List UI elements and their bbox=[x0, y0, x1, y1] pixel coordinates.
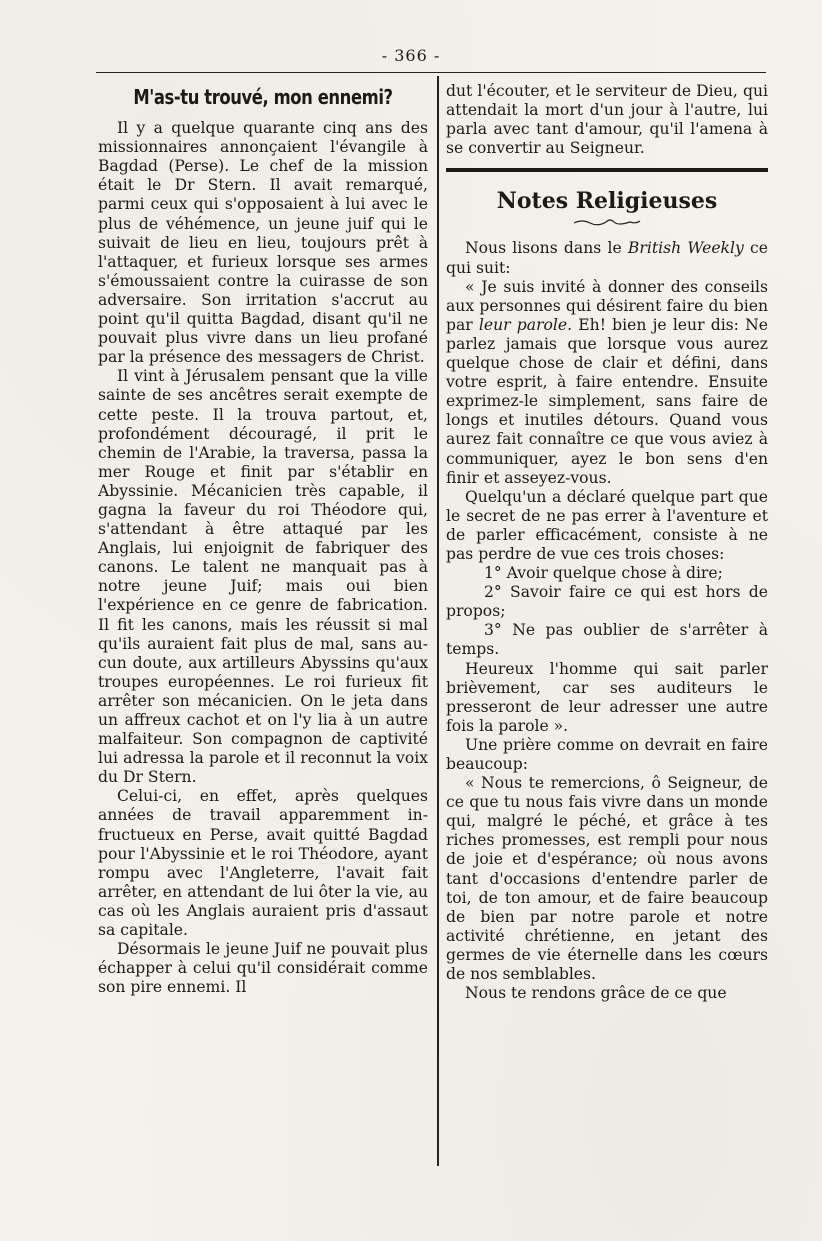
header-rule bbox=[96, 72, 766, 73]
section-rule bbox=[446, 168, 768, 172]
article-title: M'as-tu trouvé, mon ennemi? bbox=[133, 85, 393, 109]
article-continuation: dut l'écouter, et le serviteur de Dieu, qui attendait la mort d'un jour à l'autre, lui parla avec tant d'amour, qu'il l'amena à se convertir au Seigneur. bbox=[446, 82, 768, 158]
quote-text: « Je suis invité à donner des conseils aux personnes qui désirent faire du bien par bbox=[446, 277, 768, 334]
closing-line: Nous te rendons grâce de ce que bbox=[465, 984, 727, 1003]
left-column bbox=[98, 85, 428, 997]
intro-suffix: ce qui suit: bbox=[446, 239, 768, 277]
article-paragraph: Il y a quelque quarante cinq ans des missionnaires annonçaient l'évangile à Bagdad (Perse). Le chef de la mission était le Dr Stern. Il avait remarqué, parmi ceux qui s'opposaient à lui avec le plus de véhémence, un jeune juif qui le suivait de lieu en lieu, toujours prêt à l'attaquer, et furieux lorsque ses armes s'émoussaient contre la cuirasse de son adversaire. Son irritation s'accrut au point qu'il quitta Bagdad, disant qu'il ne pouvait plus vivre dans un lieu profané par la présence des messagers de Christ. bbox=[98, 119, 428, 367]
intro-paragraph bbox=[446, 239, 768, 277]
article-paragraph: Celui-ci, en effet, après quelques années de travail apparemment infructueux en Perse, avait quitté Bagdad pour l'Abyssinie et le roi Théodore, ayant rompu avec l'Angleterre, l'avait fait arrêter, en attendant de lui ôter la vie, au cas où les Anglais auraient pris d'assaut sa capitale. bbox=[98, 787, 428, 940]
page-number: - 366 - bbox=[381, 46, 441, 65]
prayer-intro: Une prière comme on devrait en faire beaucoup: bbox=[446, 735, 768, 773]
prayer-paragraph: « Nous te remercions, ô Seigneur, de ce que tu nous fais vivre dans un monde qui, malgré le péché, et grâce à tes riches promesses, est rempli pour nous de joie et d'espérance; où nous avons tant d'occasions d'entendre parler de toi, de ton amour, et de faire beaucoup de bien par notre parole et notre activité chrétienne, en jetant des germes de vie éternelle dans les cœurs de nos semblables. bbox=[446, 774, 768, 984]
column-divider bbox=[437, 76, 439, 1166]
source-title: British Weekly bbox=[627, 239, 744, 258]
quote-paragraph: Quelqu'un a déclaré quelque part que le secret de ne pas errer à l'aventure et de parler efficacément, consiste à ne pas perdre de vue ces trois choses: bbox=[446, 487, 768, 563]
quote-paragraph bbox=[446, 278, 768, 488]
section-title: Notes Religieuses bbox=[496, 188, 718, 215]
list-item: 2° Savoir faire ce qui est hors de propos; bbox=[446, 583, 768, 621]
list-item: 1° Avoir quelque chose à dire; bbox=[484, 564, 723, 583]
list-item: 3° Ne pas oublier de s'arrêter à temps. bbox=[446, 621, 768, 659]
quote-text-end: . Eh! bien je leur dis: Ne parlez jamais que lorsque vous aurez quelque chose de clair et défini, dans votre esprit, à faire entendre. Ensuite exprimez-le simplement, sans faire de longs et inutiles détours. Quand vous aurez fait connaître ce que vous aviez à communiquer, ayez le bon sens d'en finir et asseyez-vous. bbox=[446, 315, 768, 487]
right-column bbox=[446, 82, 768, 1003]
quote-paragraph: Heureux l'homme qui sait parler brièvement, car ses auditeurs le presseront de leur adresser une autre fois la parole ». bbox=[446, 659, 768, 735]
ornament-flourish-icon bbox=[572, 217, 642, 227]
article-paragraph: Il vint à Jérusalem pensant que la ville sainte de ses ancêtres serait exempte de cette peste. Il la trouva partout, et, profondément découragé, il prit le chemin de l'Arabie, la traversa, passa la mer Rouge et finit par s'établir en Abyssinie. Mécanicien très capable, il gagna la faveur du roi Théodore qui, s'attendant à être attaqué par les Anglais, lui enjoignit de fabriquer des canons. Le talent ne manquait pas à notre jeune Juif; mais oui bien l'expérience en ce genre de fabrication. Il fit les canons, mais les réussit si mal qu'ils auraient fait plus de mal, sans aucun doute, aux artilleurs Abyssins qu'aux troupes européennes. Le roi furieux fit arrêter son mécanicien. On le jeta dans un affreux cachot et on l'y lia à un autre malfaiteur. Son compagnon de captivité lui adressa la parole et il reconnut la voix du Dr Stern. bbox=[98, 367, 428, 787]
article-paragraph: Désormais le jeune Juif ne pouvait plus échapper à celui qu'il considérait comme son pire ennemi. Il bbox=[98, 940, 428, 997]
intro-prefix: Nous lisons dans le bbox=[465, 239, 628, 258]
quote-emphasis: leur parole bbox=[478, 315, 568, 334]
